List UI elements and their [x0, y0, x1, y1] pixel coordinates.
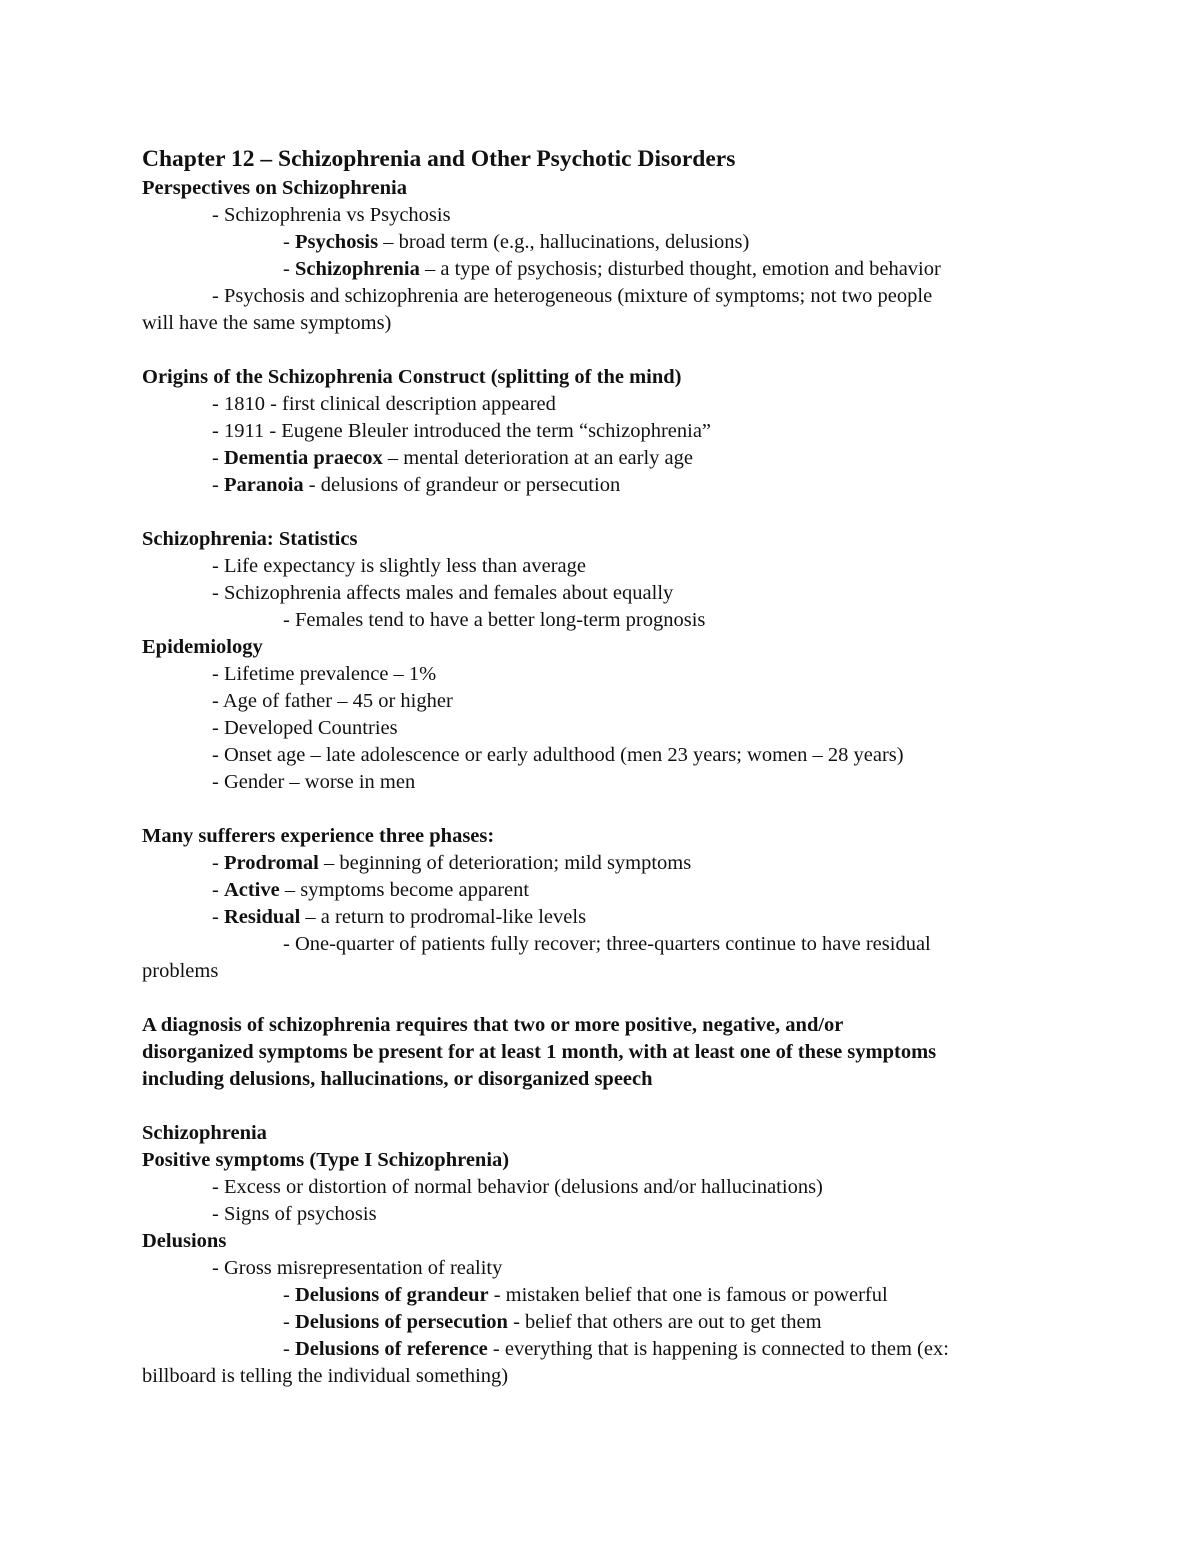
term-delusions-of-reference: Delusions of reference [294, 1338, 488, 1360]
list-item: - Signs of psychosis [212, 1203, 377, 1225]
section-heading-epidemiology: Epidemiology [142, 636, 263, 658]
term-dementia-praecox: Dementia praecox [223, 447, 383, 469]
section-heading-perspectives: Perspectives on Schizophrenia [142, 177, 407, 199]
list-item-reference: - Delusions of reference - everything that is happening is connected to them (ex: [283, 1338, 949, 1360]
list-item: - Excess or distortion of normal behavior (delusions and/or hallucinations) [212, 1176, 823, 1198]
list-item-grandeur: - Delusions of grandeur - mistaken belief that one is famous or powerful [283, 1284, 888, 1306]
section-heading-schizophrenia: Schizophrenia [142, 1122, 267, 1144]
list-item: - Gender – worse in men [212, 771, 416, 793]
term-psychosis: Psychosis [294, 231, 379, 253]
list-item: - Gross misrepresentation of reality [212, 1257, 503, 1279]
list-item-residual: - Residual – a return to prodromal-like levels [212, 906, 587, 928]
list-item: - Schizophrenia vs Psychosis [212, 204, 451, 226]
term-paranoia: Paranoia [223, 474, 304, 496]
list-item: - Lifetime prevalence – 1% [212, 663, 437, 685]
list-item: - 1810 - first clinical description appeared [212, 393, 556, 415]
term-schizophrenia: Schizophrenia [294, 258, 420, 280]
diagnosis-statement-line: including delusions, hallucinations, or disorganized speech [142, 1068, 653, 1090]
list-item-psychosis: - Psychosis – broad term (e.g., hallucinations, delusions) [283, 231, 750, 253]
term-residual: Residual [223, 906, 301, 928]
list-item-active: - Active – symptoms become apparent [212, 879, 530, 901]
term-delusions-of-grandeur: Delusions of grandeur [294, 1284, 489, 1306]
list-item: - Onset age – late adolescence or early adulthood (men 23 years; women – 28 years) [212, 744, 904, 766]
list-item-prodromal: - Prodromal – beginning of deterioration; mild symptoms [212, 852, 692, 874]
term-delusions-of-persecution: Delusions of persecution [294, 1311, 508, 1333]
list-item: - Age of father – 45 or higher [212, 690, 453, 712]
list-item: - Females tend to have a better long-term prognosis [283, 609, 706, 631]
list-item: - Developed Countries [212, 717, 398, 739]
list-item-persecution: - Delusions of persecution - belief that others are out to get them [283, 1311, 822, 1333]
list-item: - Schizophrenia affects males and females about equally [212, 582, 674, 604]
section-heading-origins: Origins of the Schizophrenia Construct (splitting of the mind) [142, 366, 682, 388]
list-item-paranoia: - Paranoia - delusions of grandeur or persecution [212, 474, 621, 496]
section-heading-positive-symptoms: Positive symptoms (Type I Schizophrenia) [142, 1149, 510, 1171]
list-item-continuation: will have the same symptoms) [142, 312, 392, 334]
chapter-title: Chapter 12 – Schizophrenia and Other Psychotic Disorders [142, 146, 736, 172]
diagnosis-statement-line: A diagnosis of schizophrenia requires that two or more positive, negative, and/or [142, 1014, 844, 1036]
section-heading-phases: Many sufferers experience three phases: [142, 825, 495, 847]
list-item-continuation: problems [142, 960, 219, 982]
list-item: - 1911 - Eugene Bleuler introduced the term “schizophrenia” [212, 420, 712, 442]
list-item-recovery: - One-quarter of patients fully recover; three-quarters continue to have residual [283, 933, 931, 955]
list-item: - Life expectancy is slightly less than average [212, 555, 586, 577]
section-heading-statistics: Schizophrenia: Statistics [142, 528, 358, 550]
term-prodromal: Prodromal [223, 852, 319, 874]
term-active: Active [223, 879, 280, 901]
document-page [142, 144, 1072, 1390]
list-item-continuation: billboard is telling the individual something) [142, 1365, 509, 1387]
list-item-schizophrenia: - Schizophrenia – a type of psychosis; disturbed thought, emotion and behavior [283, 258, 941, 280]
section-heading-delusions: Delusions [142, 1230, 227, 1252]
list-item-heterogeneous: - Psychosis and schizophrenia are heterogeneous (mixture of symptoms; not two people [212, 285, 933, 307]
diagnosis-statement-line: disorganized symptoms be present for at least 1 month, with at least one of these symptoms [142, 1041, 937, 1063]
list-item-dementia-praecox: - Dementia praecox – mental deterioration at an early age [212, 447, 693, 469]
